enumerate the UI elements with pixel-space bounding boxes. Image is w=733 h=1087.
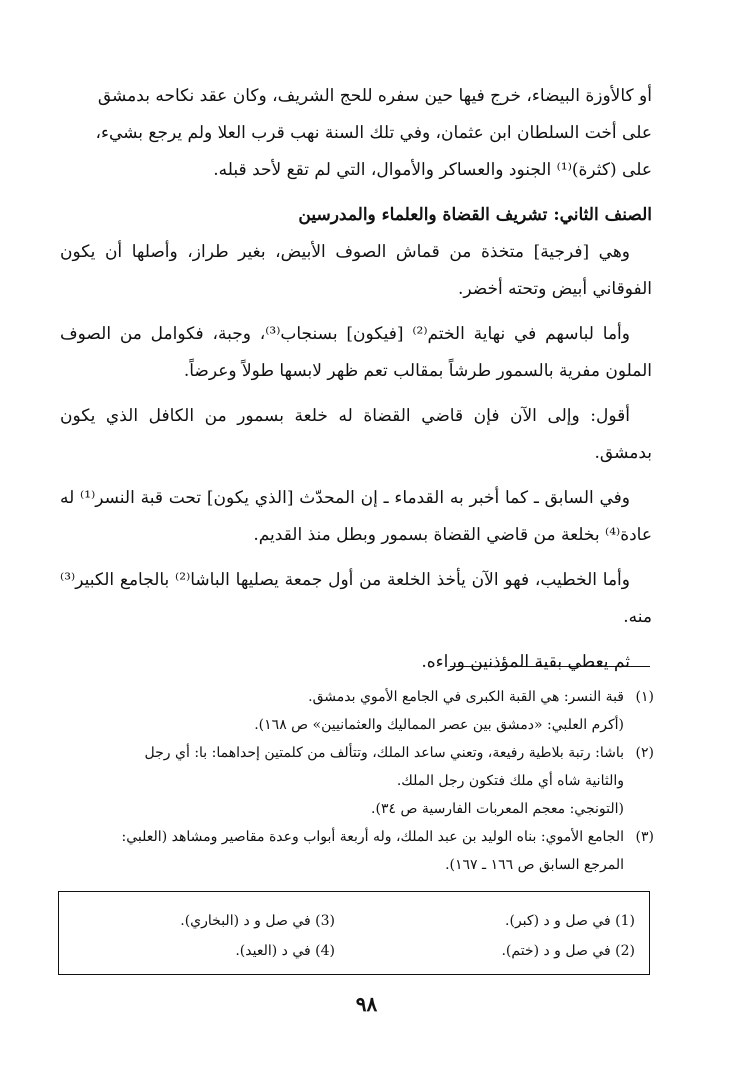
paragraph-5: وفي السابق ـ كما أخبر به القدماء ـ إن المحدّث [الذي يكون] تحت قبة النسر⁽¹⁾ له عادة⁽⁴⁾ بخلعة من قاضي القضاة بسمور وبطل منذ القديم. [60, 488, 652, 545]
footnote-line: المرجع السابق ص ١٦٦ ـ ١٦٧). [445, 857, 624, 873]
footnote-number: (١) [635, 689, 654, 705]
section-heading: الصنف الثاني: تشريف القضاة والعلماء والمدرسين [298, 205, 652, 225]
variant-note: (1) في صل و د (كبر). [505, 913, 635, 929]
variant-readings-box [58, 891, 650, 975]
paragraph-6: وأما الخطيب، فهو الآن يأخذ الخلعة من أول جمعة يصليها الباشا⁽²⁾ بالجامع الكبير⁽³⁾ منه. [60, 570, 652, 627]
footnote-2 [42, 739, 654, 823]
footnote-line: قبة النسر: هي القبة الكبرى في الجامع الأموي بدمشق. [308, 689, 624, 705]
footnote-line: (التونجي: معجم المعربات الفارسية ص ٣٤). [371, 801, 624, 817]
footnote-number: (٢) [635, 745, 654, 761]
page-number: ٩٨ [355, 992, 378, 1016]
variant-note: (3) في صل و د (البخاري). [180, 913, 335, 929]
footnote-3 [42, 823, 654, 879]
footnote-line: الجامع الأموي: بناه الوليد بن عبد الملك، وله أربعة أبواب وعدة مقاصير ومشاهد (العلبي: [121, 829, 624, 845]
variant-note: (2) في صل و د (ختم). [501, 943, 635, 959]
footnote-number: (٣) [635, 829, 654, 845]
variant-note: (4) في د (العيد). [235, 943, 335, 959]
paragraph-7: ثم يعطي بقية المؤذنين وراءه. [421, 652, 630, 672]
variant-column [65, 906, 335, 966]
footnote-line: والثانية شاه أي ملك فتكون رجل الملك. [396, 773, 624, 789]
paragraph-1 [60, 78, 652, 189]
text-line: على (كثرة)⁽¹⁾ الجنود والعساكر والأموال، التي لم تقع لأحد قبله. [213, 160, 652, 180]
footnote-line: (أكرم العلبي: «دمشق بين عصر المماليك والعثمانيين» ص ١٦٨). [254, 717, 624, 733]
footnote-separator [450, 666, 650, 667]
footnote-1 [42, 683, 654, 739]
footnote-line: باشا: رتبة بلاطية رفيعة، وتعني ساعد الملك، وتتألف من كلمتين إحداهما: با: أي رجل [144, 745, 624, 761]
main-text [60, 78, 652, 681]
paragraph-2: وهي [فرجية] متخذة من قماش الصوف الأبيض، بغير طراز، وأصلها أن يكون الفوقاني أبيض وتحته أخضر. [60, 242, 652, 299]
variant-column [365, 906, 635, 966]
paragraph-3: وأما لباسهم في نهاية الختم⁽²⁾ [فيكون] بسنجاب⁽³⁾، وجبة، فكوامل من الصوف الملون مفرية بالسمور طرشاً بمقالب تعم ظهر لابسها طولاً وعرضاً. [60, 324, 652, 381]
text-line: على أخت السلطان ابن عثمان، وفي تلك السنة نهب قرب العلا ولم يرجع بشيء، [95, 123, 652, 143]
text-line: أو كالأوزة البيضاء، خرج فيها حين سفره للحج الشريف، وكان عقد نكاحه بدمشق [97, 86, 652, 106]
paragraph-4: أقول: وإلى الآن فإن قاضي القضاة له خلعة بسمور من الكافل الذي يكون بدمشق. [60, 406, 652, 463]
footnotes [42, 683, 654, 879]
